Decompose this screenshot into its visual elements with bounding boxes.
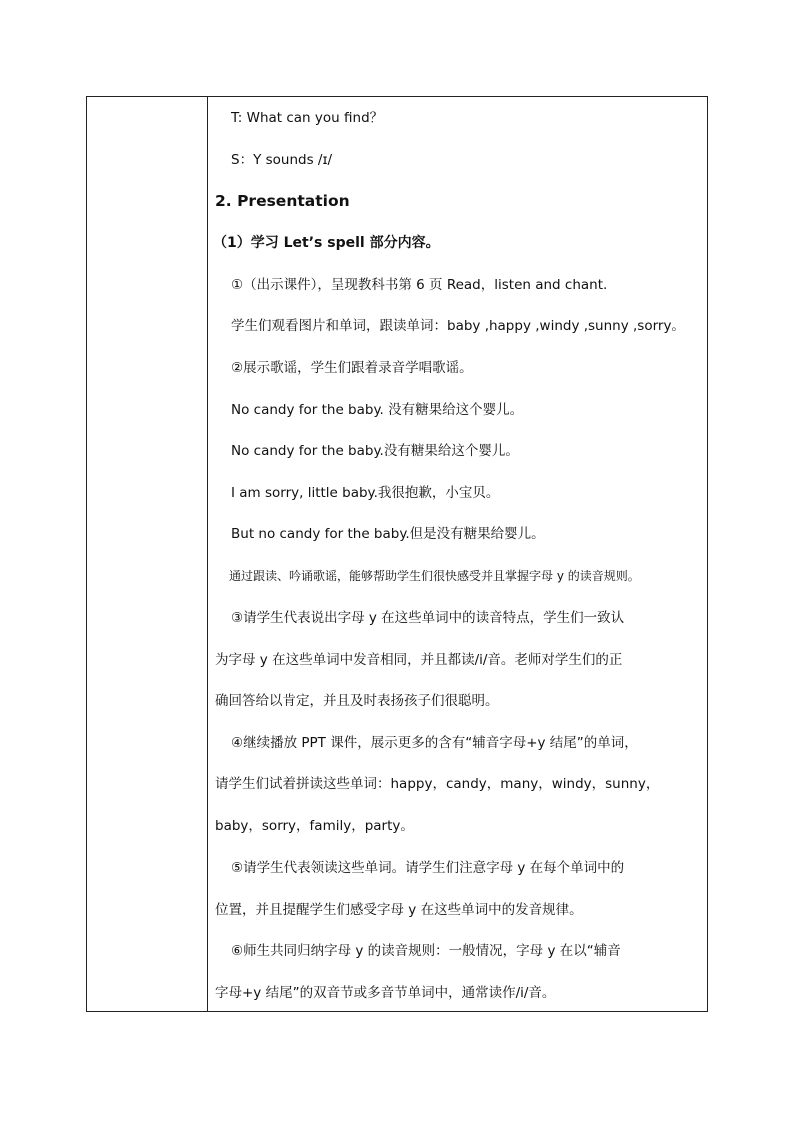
subsection-heading: （1）学习 Let’s spell 部分内容。 xyxy=(213,235,440,251)
step-6-line-1: ⑥师生共同归纳字母 y 的读音规则：一般情况，字母 y 在以“辅音 xyxy=(231,943,621,959)
step-1: ①（出示课件），呈现教科书第 6 页 Read，listen and chant. xyxy=(231,277,608,293)
step-5-line-1: ⑤请学生代表领读这些单词。请学生们注意字母 y 在每个单词中的 xyxy=(231,860,625,876)
step-4-line-1: ④继续播放 PPT 课件，展示更多的含有“辅音字母+y 结尾”的单词， xyxy=(231,735,638,751)
section-heading: 2. Presentation xyxy=(215,192,350,210)
chant-line-1: No candy for the baby. 没有糖果给这个婴儿。 xyxy=(231,402,524,418)
step-3-line-1: ③请学生代表说出字母 y 在这些单词中的读音特点，学生们一致认 xyxy=(231,610,625,626)
design-note: 通过跟读、吟诵歌谣，能够帮助学生们很快感受并且掌握字母 y 的读音规则。 xyxy=(229,569,640,583)
chant-line-2: No candy for the baby.没有糖果给这个婴儿。 xyxy=(231,443,519,459)
step-2: ②展示歌谣，学生们跟着录音学唱歌谣。 xyxy=(231,360,473,376)
chant-line-3: I am sorry, little baby.我很抱歉，小宝贝。 xyxy=(231,485,500,501)
step-3-line-2: 为字母 y 在这些单词中发音相同，并且都读/i/音。老师对学生们的正 xyxy=(215,652,623,668)
step-6-line-2: 字母+y 结尾”的双音节或多音节单词中，通常读作/i/音。 xyxy=(215,985,556,1001)
chant-line-4: But no candy for the baby.但是没有糖果给婴儿。 xyxy=(231,526,545,542)
step-1-detail: 学生们观看图片和单词，跟读单词：baby ,happy ,windy ,sunny ,sorry。 xyxy=(231,318,685,334)
dialogue-student: S：Y sounds /ɪ/ xyxy=(231,152,333,168)
column-divider xyxy=(207,97,208,1011)
step-3-line-3: 确回答给以肯定，并且及时表扬孩子们很聪明。 xyxy=(215,693,499,709)
step-4-line-3: baby，sorry，family，party。 xyxy=(215,818,414,834)
dialogue-teacher: T: What can you find？ xyxy=(231,110,384,126)
step-5-line-2: 位置，并且提醒学生们感受字母 y 在这些单词中的发音规律。 xyxy=(215,902,583,918)
step-4-line-2: 请学生们试着拼读这些单词：happy，candy，many，windy，sunny， xyxy=(215,776,660,792)
